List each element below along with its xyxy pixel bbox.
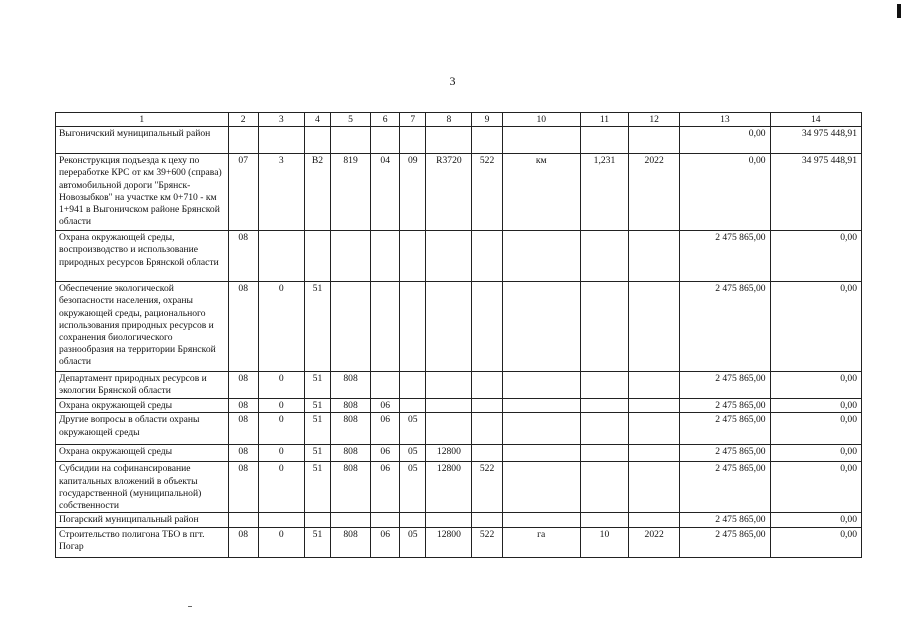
column-header: 10 <box>502 113 580 127</box>
code-cell: 51 <box>304 282 330 372</box>
code-cell <box>580 462 628 513</box>
code-cell <box>580 372 628 399</box>
code-cell <box>502 372 580 399</box>
column-header: 11 <box>580 113 628 127</box>
code-cell: В2 <box>304 154 330 231</box>
table-row <box>56 127 862 154</box>
code-cell <box>426 413 472 445</box>
code-cell: 3 <box>258 154 304 231</box>
code-cell: 06 <box>371 462 400 513</box>
code-cell: 522 <box>472 527 502 557</box>
code-cell <box>580 282 628 372</box>
column-header: 7 <box>400 113 426 127</box>
code-cell <box>228 513 258 527</box>
code-cell: 09 <box>400 154 426 231</box>
code-cell: 1,231 <box>580 154 628 231</box>
code-cell: га <box>502 527 580 557</box>
column-header: 6 <box>371 113 400 127</box>
code-cell: 08 <box>228 372 258 399</box>
code-cell <box>502 231 580 282</box>
code-cell <box>472 127 502 154</box>
amount-col14: 0,00 <box>770 399 861 413</box>
amount-col13: 2 475 865,00 <box>680 231 770 282</box>
code-cell: 808 <box>331 413 371 445</box>
table-row <box>56 513 862 527</box>
amount-col13: 0,00 <box>680 127 770 154</box>
code-cell: 51 <box>304 413 330 445</box>
amount-col14: 0,00 <box>770 413 861 445</box>
code-cell <box>426 282 472 372</box>
code-cell: 51 <box>304 445 330 462</box>
code-cell <box>228 127 258 154</box>
code-cell: 06 <box>371 527 400 557</box>
amount-col14: 0,00 <box>770 513 861 527</box>
column-header: 8 <box>426 113 472 127</box>
amount-col14: 0,00 <box>770 445 861 462</box>
row-name: Строительство полигона ТБО в пгт. Погар <box>56 527 229 557</box>
code-cell <box>502 399 580 413</box>
code-cell <box>426 372 472 399</box>
code-cell <box>580 413 628 445</box>
code-cell <box>472 513 502 527</box>
amount-col13: 2 475 865,00 <box>680 445 770 462</box>
code-cell: 51 <box>304 372 330 399</box>
row-name: Охрана окружающей среды <box>56 399 229 413</box>
code-cell <box>426 513 472 527</box>
scan-speck <box>188 606 192 607</box>
code-cell <box>258 231 304 282</box>
amount-col14: 34 975 448,91 <box>770 127 861 154</box>
code-cell: 12800 <box>426 527 472 557</box>
column-header: 9 <box>472 113 502 127</box>
code-cell: R3720 <box>426 154 472 231</box>
code-cell: 06 <box>371 399 400 413</box>
code-cell: 08 <box>228 462 258 513</box>
amount-col14: 0,00 <box>770 231 861 282</box>
code-cell: 08 <box>228 399 258 413</box>
table-header-row <box>56 113 862 127</box>
code-cell: 07 <box>228 154 258 231</box>
column-header: 4 <box>304 113 330 127</box>
code-cell: 05 <box>400 413 426 445</box>
budget-table <box>55 112 862 558</box>
code-cell: 0 <box>258 527 304 557</box>
row-name: Другие вопросы в области охраны окружающей среды <box>56 413 229 445</box>
code-cell: 05 <box>400 462 426 513</box>
code-cell: 04 <box>371 154 400 231</box>
code-cell <box>472 445 502 462</box>
code-cell: 06 <box>371 413 400 445</box>
code-cell <box>400 231 426 282</box>
code-cell <box>304 513 330 527</box>
row-name: Выгоничский муниципальный район <box>56 127 229 154</box>
code-cell <box>371 513 400 527</box>
code-cell: км <box>502 154 580 231</box>
code-cell: 808 <box>331 372 371 399</box>
table-row <box>56 399 862 413</box>
code-cell <box>502 413 580 445</box>
code-cell <box>580 513 628 527</box>
code-cell: 08 <box>228 527 258 557</box>
code-cell: 0 <box>258 445 304 462</box>
amount-col13: 2 475 865,00 <box>680 527 770 557</box>
amount-col13: 2 475 865,00 <box>680 282 770 372</box>
code-cell: 08 <box>228 231 258 282</box>
code-cell <box>371 282 400 372</box>
code-cell: 819 <box>331 154 371 231</box>
code-cell: 12800 <box>426 462 472 513</box>
code-cell <box>304 231 330 282</box>
row-name: Охрана окружающей среды <box>56 445 229 462</box>
code-cell: 06 <box>371 445 400 462</box>
code-cell <box>502 513 580 527</box>
code-cell <box>258 127 304 154</box>
code-cell <box>629 231 680 282</box>
code-cell: 808 <box>331 399 371 413</box>
row-name: Погарский муниципальный район <box>56 513 229 527</box>
code-cell <box>580 231 628 282</box>
code-cell <box>629 127 680 154</box>
code-cell: 0 <box>258 372 304 399</box>
code-cell <box>502 445 580 462</box>
code-cell: 51 <box>304 527 330 557</box>
column-header: 14 <box>770 113 861 127</box>
code-cell <box>629 372 680 399</box>
code-cell: 0 <box>258 413 304 445</box>
code-cell: 522 <box>472 154 502 231</box>
code-cell <box>502 462 580 513</box>
row-name: Охрана окружающей среды, воспроизводство и использование природных ресурсов Брянской области <box>56 231 229 282</box>
code-cell: 10 <box>580 527 628 557</box>
code-cell <box>400 282 426 372</box>
code-cell: 0 <box>258 462 304 513</box>
row-name: Субсидии на софинансирование капитальных вложений в объекты государственной (муниципальной) собственности <box>56 462 229 513</box>
amount-col13: 2 475 865,00 <box>680 513 770 527</box>
amount-col14: 0,00 <box>770 372 861 399</box>
code-cell: 12800 <box>426 445 472 462</box>
code-cell <box>400 513 426 527</box>
column-header: 3 <box>258 113 304 127</box>
code-cell <box>400 127 426 154</box>
code-cell <box>472 282 502 372</box>
amount-col13: 0,00 <box>680 154 770 231</box>
code-cell <box>629 513 680 527</box>
code-cell: 05 <box>400 445 426 462</box>
code-cell: 0 <box>258 282 304 372</box>
code-cell <box>629 413 680 445</box>
code-cell <box>629 282 680 372</box>
code-cell <box>371 372 400 399</box>
column-header: 13 <box>680 113 770 127</box>
code-cell <box>472 413 502 445</box>
code-cell: 808 <box>331 445 371 462</box>
table-row <box>56 231 862 282</box>
table-row <box>56 462 862 513</box>
code-cell <box>580 399 628 413</box>
code-cell <box>580 445 628 462</box>
code-cell <box>502 127 580 154</box>
column-header: 12 <box>629 113 680 127</box>
column-header: 5 <box>331 113 371 127</box>
code-cell <box>331 127 371 154</box>
code-cell <box>472 399 502 413</box>
table-row <box>56 154 862 231</box>
amount-col13: 2 475 865,00 <box>680 399 770 413</box>
code-cell <box>472 231 502 282</box>
code-cell: 51 <box>304 462 330 513</box>
code-cell <box>580 127 628 154</box>
corner-mark <box>897 4 901 18</box>
code-cell: 2022 <box>629 527 680 557</box>
code-cell <box>371 231 400 282</box>
table-row <box>56 413 862 445</box>
amount-col14: 0,00 <box>770 527 861 557</box>
code-cell <box>629 462 680 513</box>
code-cell <box>304 127 330 154</box>
code-cell: 2022 <box>629 154 680 231</box>
code-cell: 05 <box>400 527 426 557</box>
code-cell: 0 <box>258 399 304 413</box>
table-row <box>56 445 862 462</box>
amount-col14: 0,00 <box>770 282 861 372</box>
code-cell <box>426 231 472 282</box>
row-name: Реконструкция подъезда к цеху по переработке КРС от км 39+600 (справа) автомобильной дороги "Брянск-Новозыбков" на участке км 0+710 - км 1+941 в Выгоничском районе Брянской области <box>56 154 229 231</box>
column-header: 1 <box>56 113 229 127</box>
code-cell <box>472 372 502 399</box>
code-cell <box>258 513 304 527</box>
code-cell <box>629 445 680 462</box>
row-name: Департамент природных ресурсов и экологии Брянской области <box>56 372 229 399</box>
code-cell: 522 <box>472 462 502 513</box>
code-cell: 08 <box>228 282 258 372</box>
amount-col14: 34 975 448,91 <box>770 154 861 231</box>
table-row <box>56 527 862 557</box>
code-cell: 808 <box>331 527 371 557</box>
code-cell: 808 <box>331 462 371 513</box>
code-cell <box>331 513 371 527</box>
code-cell <box>400 372 426 399</box>
code-cell <box>331 231 371 282</box>
amount-col13: 2 475 865,00 <box>680 462 770 513</box>
amount-col14: 0,00 <box>770 462 861 513</box>
code-cell <box>331 282 371 372</box>
row-name: Обеспечение экологической безопасности населения, охраны окружающей среды, рационального использования природных ресурсов и сохранения биологического разнообразия на территории Брянской области <box>56 282 229 372</box>
code-cell <box>400 399 426 413</box>
column-header: 2 <box>228 113 258 127</box>
code-cell <box>371 127 400 154</box>
code-cell <box>629 399 680 413</box>
table-row <box>56 282 862 372</box>
code-cell <box>502 282 580 372</box>
code-cell <box>426 399 472 413</box>
code-cell: 08 <box>228 445 258 462</box>
code-cell <box>426 127 472 154</box>
code-cell: 51 <box>304 399 330 413</box>
table-row <box>56 372 862 399</box>
amount-col13: 2 475 865,00 <box>680 413 770 445</box>
code-cell: 08 <box>228 413 258 445</box>
amount-col13: 2 475 865,00 <box>680 372 770 399</box>
page-number: 3 <box>449 74 456 88</box>
